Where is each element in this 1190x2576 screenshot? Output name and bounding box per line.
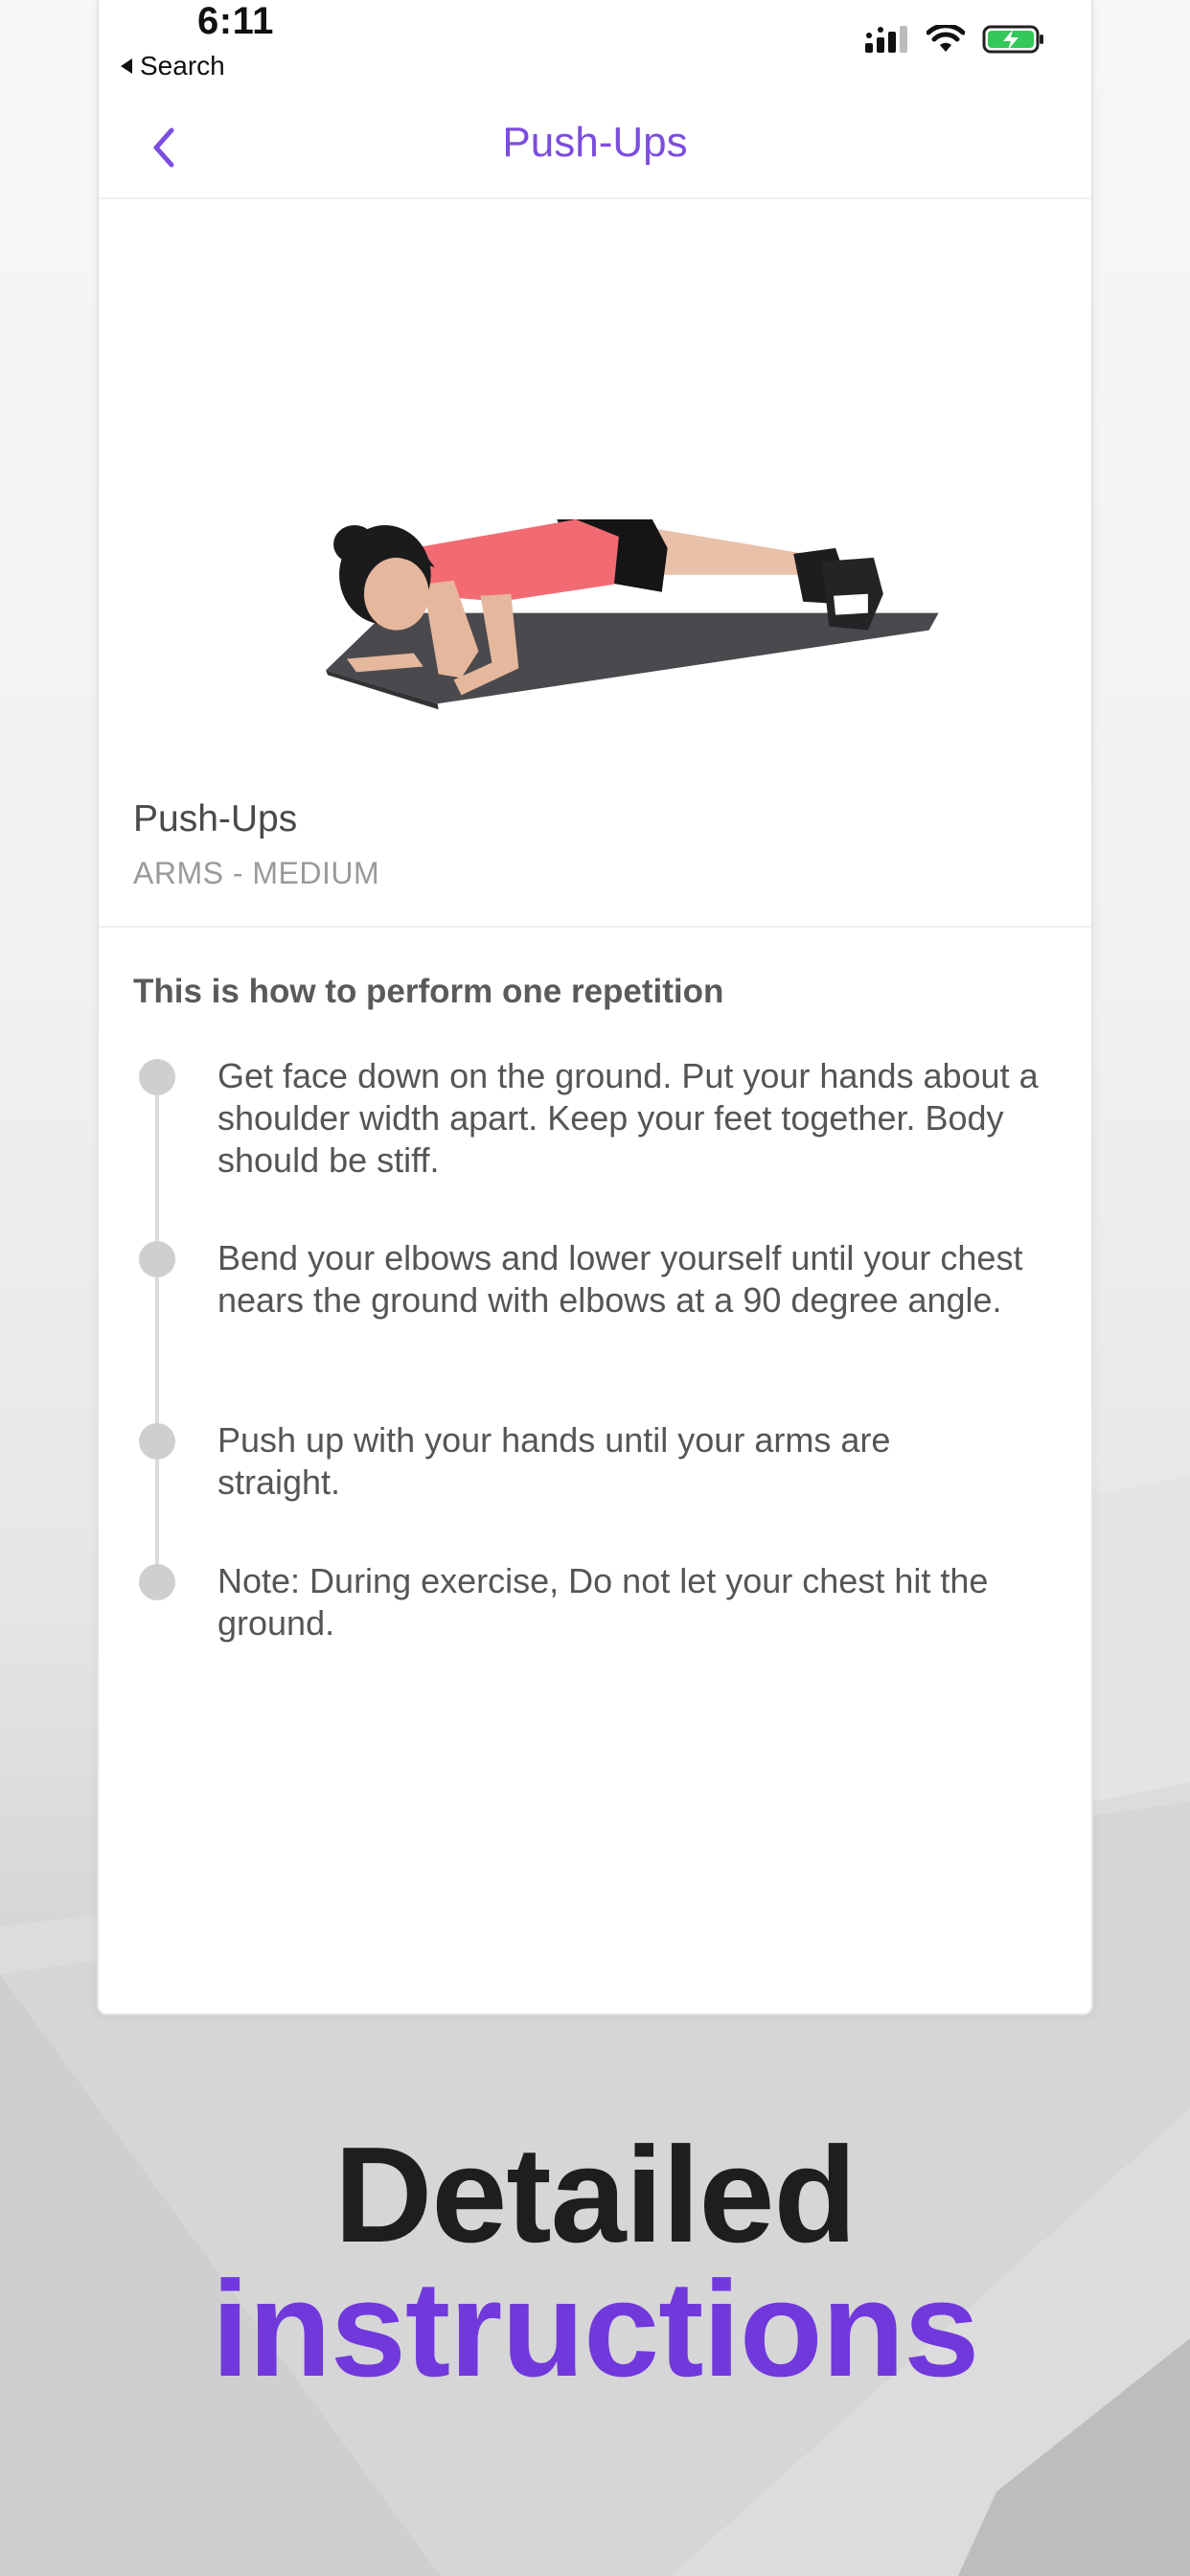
step-bullet-dot (139, 1423, 175, 1460)
timeline-line (155, 1080, 159, 1584)
page-title: Push-Ups (502, 119, 688, 166)
wifi-icon (927, 25, 965, 54)
cellular-signal-icon (865, 24, 909, 55)
back-triangle-icon (121, 58, 132, 74)
promo-headline-line-1: Detailed (333, 2119, 857, 2271)
section-divider (99, 926, 1091, 928)
step-bullet-dot (139, 1564, 175, 1600)
back-to-search-label: Search (140, 51, 225, 80)
step-text: Push up with your hands until your arms are straight. (217, 1420, 891, 1502)
push-up-exercise-image (99, 297, 1091, 757)
status-bar (99, 0, 1091, 92)
step-text: Note: During exercise, Do not let your chest hit the ground. (217, 1561, 989, 1643)
battery-charging-icon (982, 24, 1045, 55)
exercise-category-difficulty: ARMS - MEDIUM (133, 856, 380, 890)
status-time: 6:11 (197, 0, 274, 42)
step-text: Bend your elbows and lower yourself until your chest nears the ground with elbows at a 90 degree angle. (217, 1238, 1023, 1320)
status-icons (865, 24, 1045, 55)
phone-screen (97, 0, 1093, 2015)
step-bullet-dot (139, 1059, 175, 1095)
instructions-heading: This is how to perform one repetition (133, 973, 724, 1010)
navigation-bar (99, 100, 1091, 199)
promo-headline-line-2: instructions (211, 2253, 979, 2405)
exercise-name: Push-Ups (133, 798, 298, 840)
step-bullet-dot (139, 1241, 175, 1277)
step-text: Get face down on the ground. Put your hands about a shoulder width apart. Keep your feet together. Body should be stiff. (217, 1056, 1039, 1180)
back-to-search-link[interactable] (121, 51, 225, 81)
